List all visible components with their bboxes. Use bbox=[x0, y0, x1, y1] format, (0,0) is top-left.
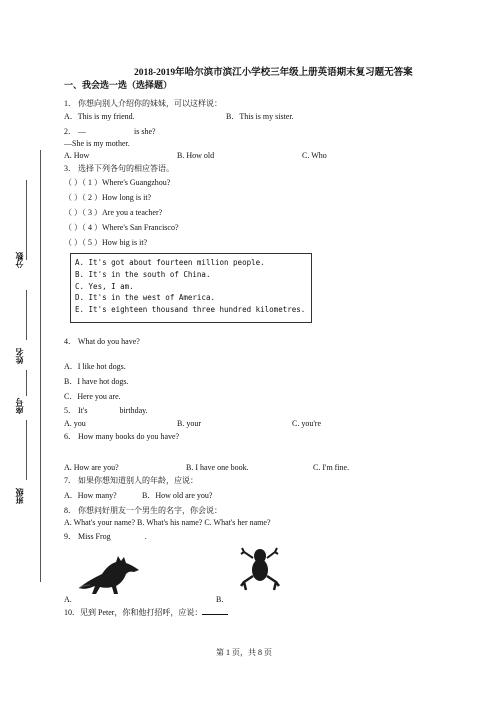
q9-option-a: A. bbox=[64, 595, 72, 604]
q5-option-a: A. you bbox=[64, 419, 86, 428]
score-line bbox=[26, 180, 27, 260]
q2-stem-part2: is she? bbox=[134, 127, 156, 136]
q3-option: A. It's got about fourteen million people. bbox=[75, 258, 265, 267]
id-line bbox=[26, 370, 27, 396]
frog-image bbox=[240, 546, 280, 594]
q9-stem bbox=[64, 532, 147, 542]
q8-stem: 8． 你想问好朋友一个男生的名字，你会说： bbox=[64, 506, 222, 515]
q5-stem-part2: birthday. bbox=[119, 406, 148, 415]
q3-item: （ ）（ 4 ）Where's San Francisco? bbox=[64, 223, 179, 232]
q1-option-b: B．This is my sister. bbox=[226, 112, 294, 121]
side-score-label: 分数 bbox=[15, 252, 24, 268]
q4-stem: 4． What do you have? bbox=[64, 337, 140, 346]
q2-option-a: A. How bbox=[64, 151, 90, 160]
side-name-label: 姓名 bbox=[15, 348, 24, 364]
q2-option-c: C. Who bbox=[302, 151, 327, 160]
q4-option-a: A．I like hot dogs. bbox=[64, 362, 126, 371]
binding-line bbox=[40, 150, 41, 582]
class-line bbox=[26, 420, 27, 480]
q5-stem bbox=[64, 406, 148, 416]
fox-image bbox=[76, 552, 142, 596]
q2-stem-part1: 2． — bbox=[64, 127, 86, 136]
q3-item: （ ）（ 3 ）Are you a teacher? bbox=[64, 208, 163, 217]
side-id-label: 座号 bbox=[15, 398, 24, 414]
page-footer: 第 1 页，共 8 页 bbox=[216, 648, 272, 657]
q3-item: （ ）（ 1 ）Where's Guangzhou? bbox=[64, 178, 171, 187]
answer-blank bbox=[202, 606, 228, 615]
q7-stem: 7． 如果你想知道别人的年龄，应说： bbox=[64, 476, 198, 485]
q3-option: D. It's in the west of America. bbox=[75, 293, 215, 302]
q1-stem: 1． 你想向别人介绍你的妹妹，可以这样说： bbox=[64, 99, 222, 108]
q3-item: （ ）（ 2 ）How long is it? bbox=[64, 193, 152, 202]
q8-options: A. What's your name? B. What's his name? C. What's her name? bbox=[64, 518, 271, 527]
q6-option-c: C. I'm fine. bbox=[313, 463, 350, 472]
q6-stem: 6． How many books do you have? bbox=[64, 432, 180, 441]
q4-option-b: B．I have hot dogs. bbox=[64, 377, 129, 386]
q7-option-b: B．How old are you? bbox=[142, 491, 213, 500]
q2-line2: —She is my mother. bbox=[64, 139, 130, 148]
section-heading: 一、我会选一选（选择题） bbox=[64, 80, 173, 90]
side-class-label: 班级 bbox=[15, 488, 24, 504]
q3-item: （ ）（ 5 ）How big is it? bbox=[64, 238, 148, 247]
q6-option-a: A. How are you? bbox=[64, 463, 119, 472]
name-line bbox=[26, 290, 27, 340]
q10-stem-text: 10．见到 Peter，你和他打招呼，应说： bbox=[64, 608, 203, 617]
q9-stem-part2: . bbox=[144, 532, 147, 541]
q3-option: E. It's eighteen thousand three hundred kilometres. bbox=[75, 305, 306, 314]
page-title: 2018-2019年哈尔滨市滨江小学校三年级上册英语期末复习题无答案 bbox=[134, 68, 413, 78]
q5-option-b: B. your bbox=[177, 419, 201, 428]
q7-option-a: A．How many? bbox=[64, 491, 117, 500]
q2-option-b: B. How old bbox=[177, 151, 215, 160]
q5-stem-part1: 5． It's bbox=[64, 406, 88, 415]
q5-option-c: C. you're bbox=[292, 419, 321, 428]
q3-option: C. Yes, I am. bbox=[75, 282, 134, 291]
q3-stem: 3． 选择下列各句的相应答语。 bbox=[64, 164, 174, 173]
q10-stem bbox=[64, 606, 228, 618]
q3-option: B. It's in the south of China. bbox=[75, 270, 211, 279]
q1-option-a: A．This is my friend. bbox=[64, 112, 135, 121]
q9-stem-part1: 9． Miss Frog bbox=[64, 532, 111, 541]
q2-stem bbox=[64, 127, 156, 137]
q6-option-b: B. I have one book. bbox=[186, 463, 249, 472]
q4-option-c: C．Here you are. bbox=[64, 392, 121, 401]
q3-options-box bbox=[70, 253, 312, 323]
q9-option-b: B. bbox=[216, 595, 224, 604]
